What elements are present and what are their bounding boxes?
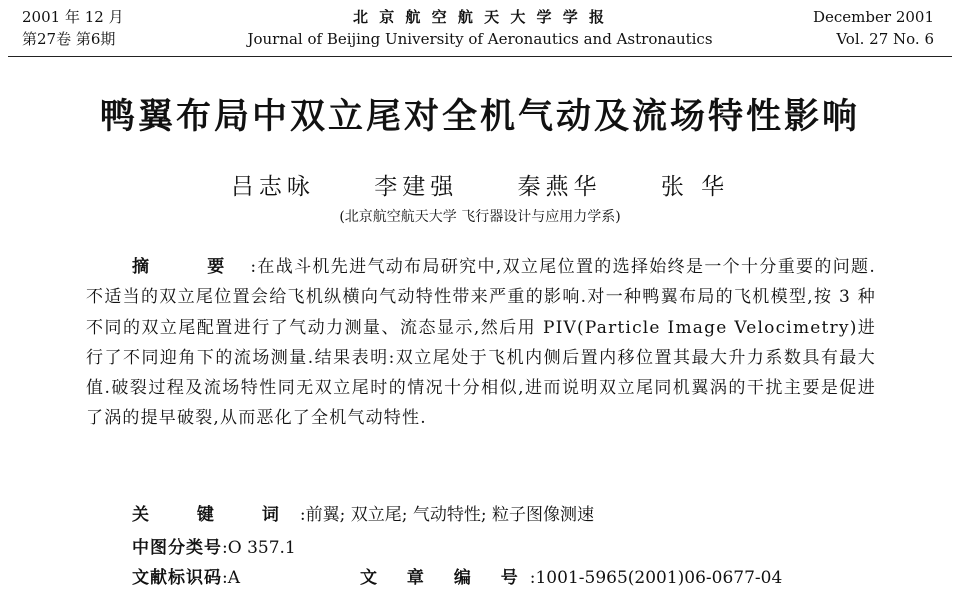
journal-name-en: Journal of Beijing University of Aeronautics and Astronautics — [247, 30, 713, 48]
header-right — [813, 6, 934, 50]
header-volume-cn: 第27卷 第6期 — [22, 30, 116, 48]
classification-number — [132, 536, 296, 560]
header-rule — [8, 56, 952, 57]
classification-value: :O 357.1 — [222, 538, 296, 558]
keywords-label: 关 键 词 — [132, 505, 300, 525]
article-number-label: 文 章 编 号 — [360, 568, 530, 588]
keywords — [132, 503, 594, 527]
paper-title: 鸭翼布局中双立尾对全机气动及流场特性影响 — [99, 97, 860, 137]
document-code — [132, 566, 240, 590]
article-number — [360, 566, 782, 590]
header-volume-en: Vol. 27 No. 6 — [836, 30, 934, 48]
abstract — [86, 252, 876, 434]
affiliation: (北京航空航天大学 飞行器设计与应用力学系) — [339, 209, 621, 225]
document-code-value: :A — [222, 568, 241, 588]
document-code-label: 文献标识码 — [132, 568, 222, 588]
author-name: 吕志咏 — [230, 174, 315, 200]
journal-header — [0, 6, 960, 54]
header-date-cn: 2001 年 12 月 — [22, 8, 124, 26]
article-number-value: :1001-5965(2001)06-0677-04 — [529, 568, 783, 588]
header-date-en: December 2001 — [813, 8, 934, 26]
author-name: 李建强 — [374, 174, 459, 200]
journal-name-cn: 北 京 航 空 航 天 大 学 学 报 — [352, 8, 607, 26]
classification-label: 中图分类号 — [132, 538, 222, 558]
author-name: 秦燕华 — [517, 174, 602, 200]
author-name: 张 华 — [660, 174, 730, 200]
keywords-text: :前翼; 双立尾; 气动特性; 粒子图像测速 — [299, 505, 594, 525]
author-list — [0, 172, 960, 202]
abstract-label: 摘 要 — [132, 257, 251, 277]
abstract-text: :在战斗机先进气动布局研究中,双立尾位置的选择始终是一个十分重要的问题.不适当的双立尾位置会给飞机纵横向气动特性带来严重的影响.对一种鸭翼布局的飞机模型,按 3 种不同的双立尾配置进行了气动力测量、流态显示,然后用 PIV(Particle Image Velocimetry)进行了不同迎角下的流场测量.结果表明:双立尾处于飞机内侧后置内移位置其最大升力系数具有最大值.破裂过程及流场特性同无双立尾时的情况十分相似,进而说明双立尾同机翼涡的干扰主要是促进了涡的提早破裂,从而恶化了全机气动特性. — [86, 257, 876, 429]
